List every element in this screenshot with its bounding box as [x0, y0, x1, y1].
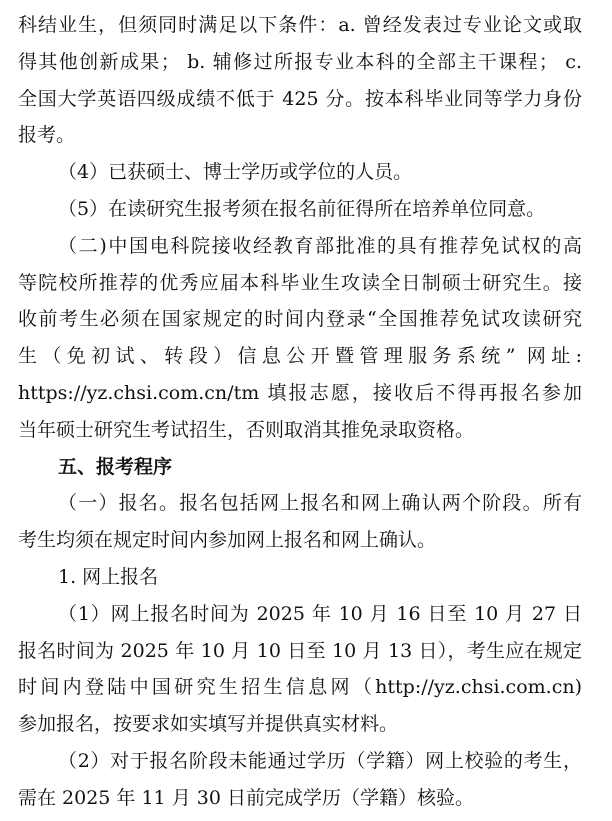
text-line: 考生均须在规定时间内参加网上报名和网上确认。	[18, 529, 437, 552]
text-line: （一）报名。报名包括网上报名和网上确认两个阶段。所有	[58, 492, 582, 515]
text-line: 报名时间为 2025 年 10 月 10 日至 10 月 13 日），考生应在规定	[18, 639, 582, 662]
text-line: 收前考生必须在国家规定的时间内登录“全国推荐免试攻读研究	[18, 308, 582, 331]
text-line-url: https://yz.chsi.com.cn/tm 填报志愿，接收后不得再报名参加	[18, 381, 582, 404]
text-line: （2）对于报名阶段未能通过学历（学籍）网上校验的考生，	[58, 749, 582, 772]
text-line: 等院校所推荐的优秀应届本科毕业生攻读全日制硕士研究生。接	[18, 271, 582, 294]
text-line: 生（免初试、转段）信息公开暨管理服务系统” 网址:	[18, 345, 582, 368]
section-heading: 五、报考程序	[58, 455, 173, 478]
text-line: （4）已获硕士、博士学历或学位的人员。	[58, 161, 413, 184]
text-line: 当年硕士研究生考试招生，否则取消其推免录取资格。	[18, 418, 475, 441]
text-line: （二)中国电科院接收经教育部批准的具有推荐免试权的高	[58, 234, 582, 257]
text-line: （5）在读研究生报考须在报名前征得所在培养单位同意。	[58, 197, 546, 220]
subheading: 1. 网上报名	[58, 565, 159, 588]
document-page	[18, 7, 582, 817]
text-line: 全国大学英语四级成绩不低于 425 分。按本科毕业同等学力身份	[18, 87, 582, 110]
text-line: （1）网上报名时间为 2025 年 10 月 16 日至 10 月 27 日	[58, 602, 582, 625]
text-line: 需在 2025 年 11 月 30 日前完成学历（学籍）核验。	[18, 786, 474, 809]
text-line-url: 时间内登陆中国研究生招生信息网（http://yz.chsi.com.cn)	[18, 676, 582, 699]
text-line: 参加报名，按要求如实填写并提供真实材料。	[18, 713, 399, 736]
text-line: 得其他创新成果； b. 辅修过所报专业本科的全部主干课程； c.	[18, 50, 582, 73]
text-line: 报考。	[18, 124, 76, 147]
text-line: 科结业生，但须同时满足以下条件：a. 曾经发表过专业论文或取	[18, 14, 582, 36]
